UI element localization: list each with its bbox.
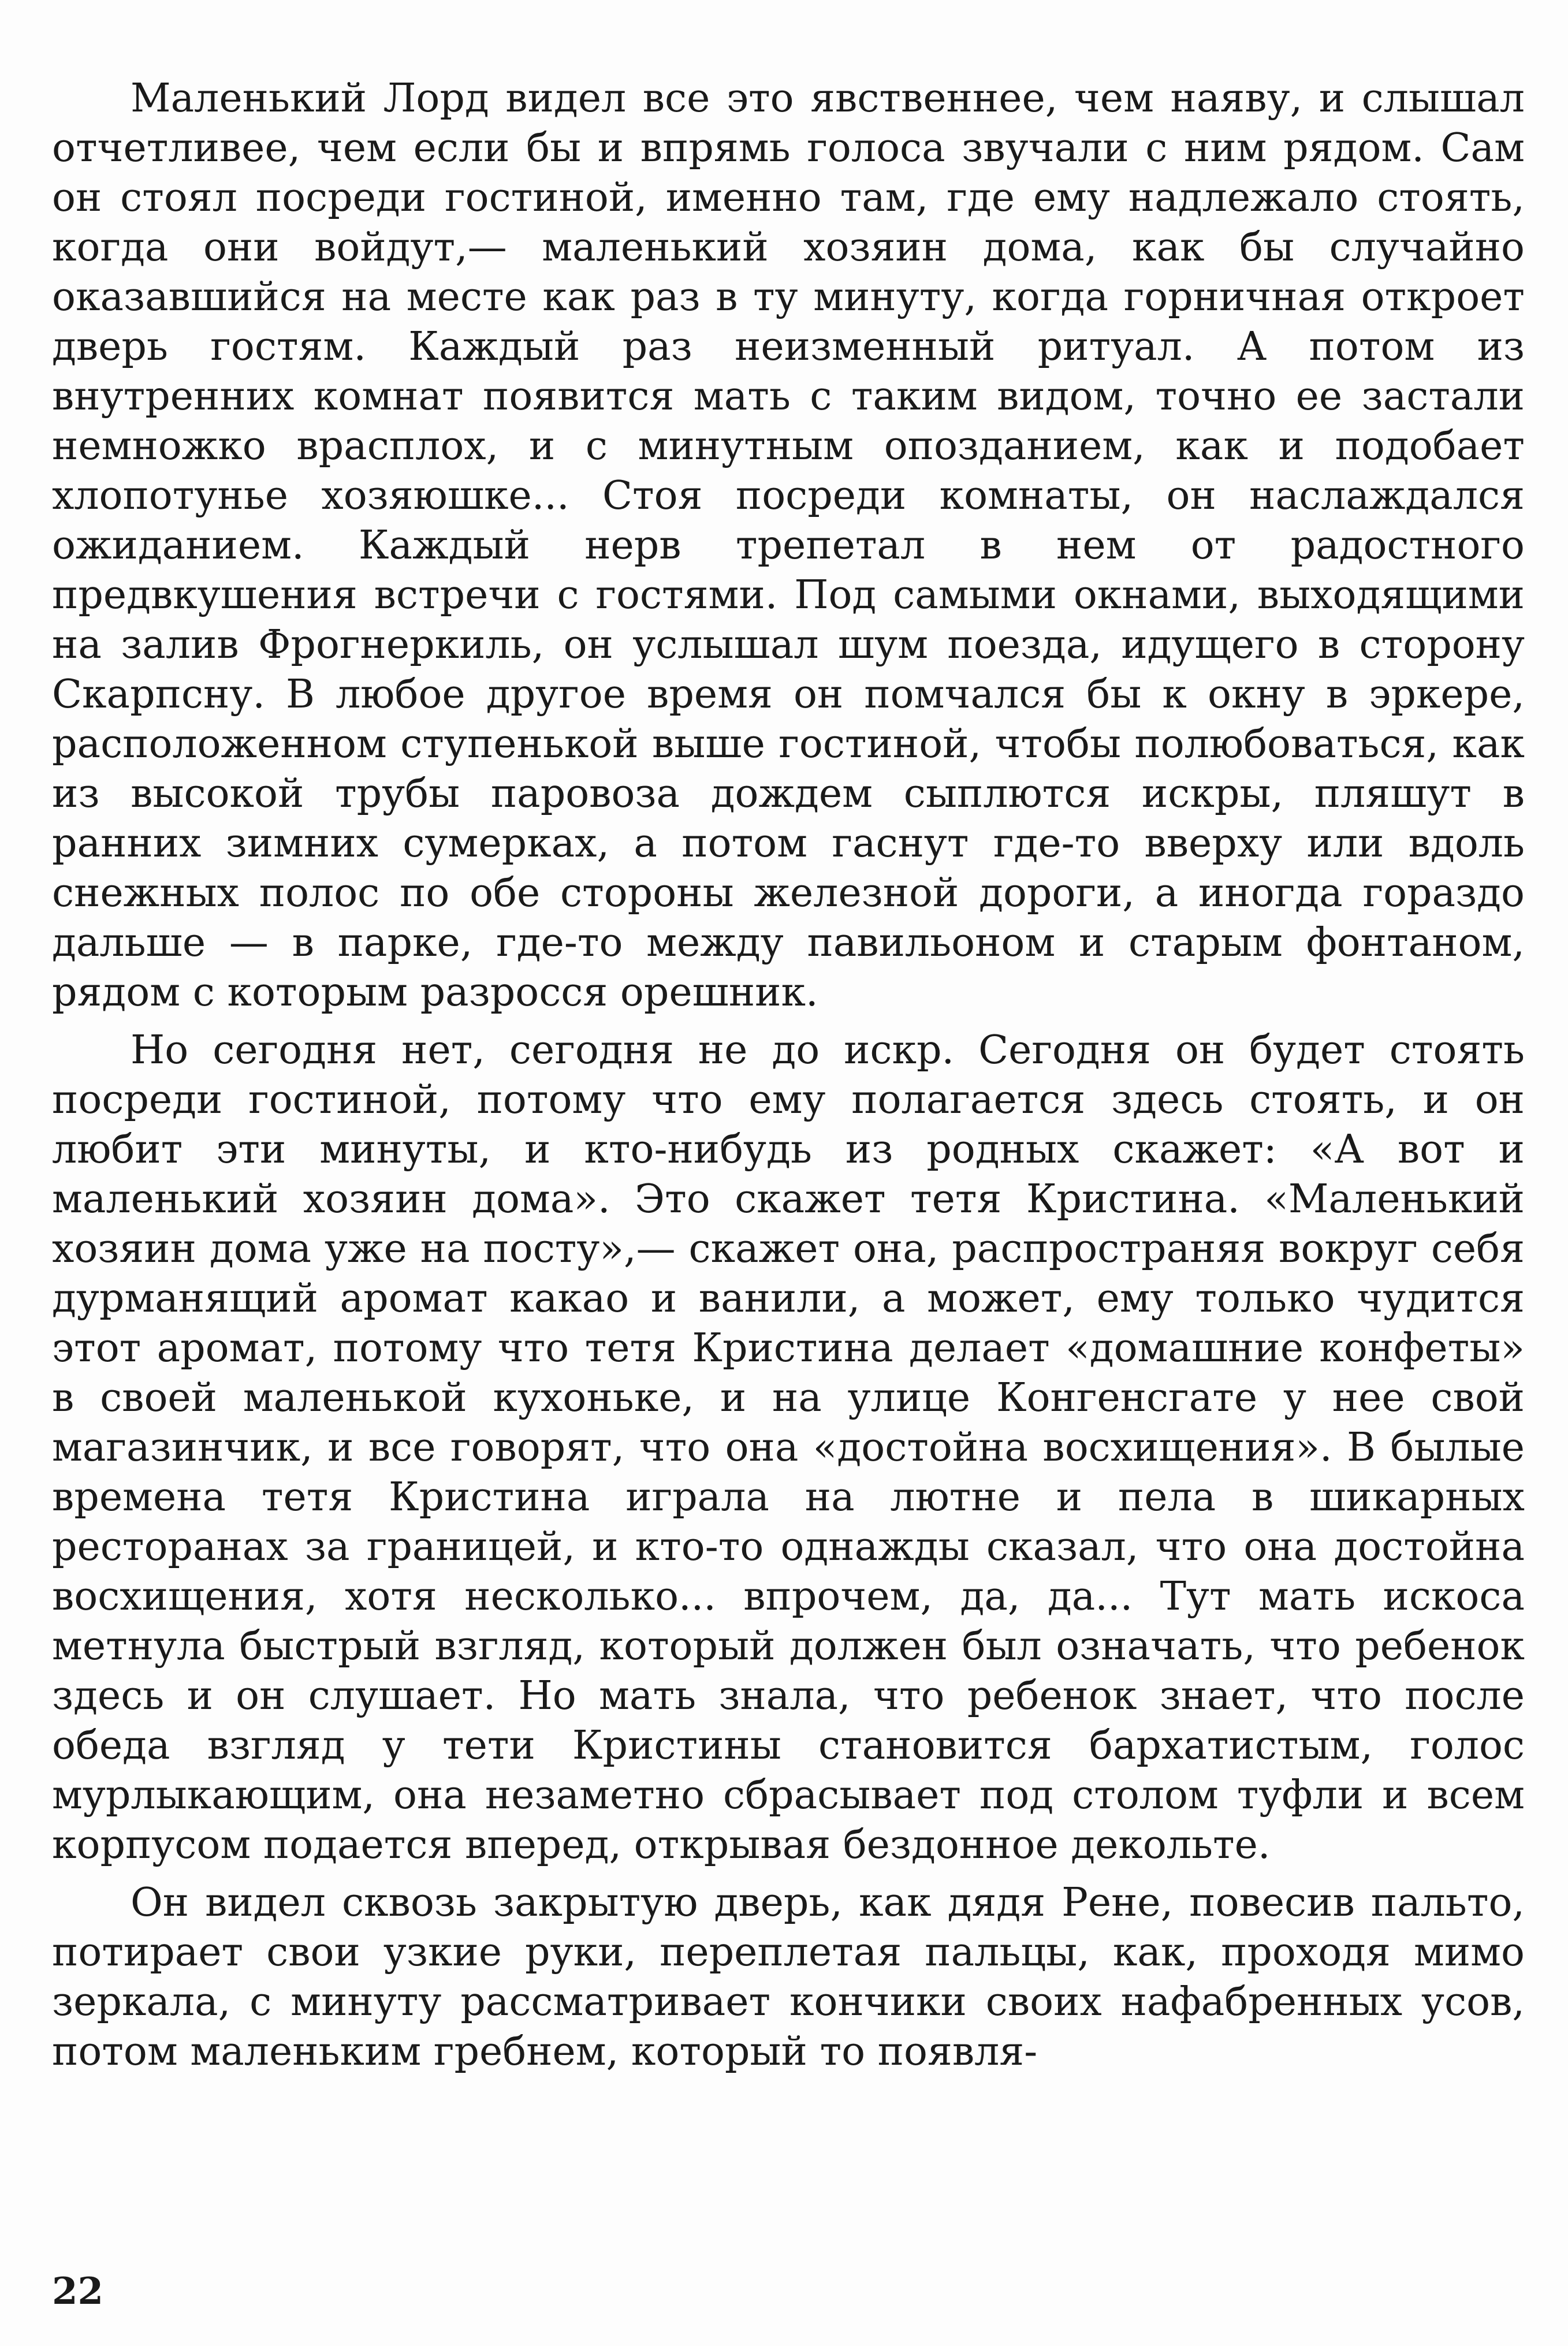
paragraph-2: Но сегодня нет, сегодня не до искр. Сегодня он будет стоять посреди гостиной, потому что ему полагается здесь стоять, и он любит эти минуты, и кто-нибудь из родных скажет: «А вот и маленький хозяин дома». Это скажет тетя Кристина. «Маленький хозяин дома уже на посту»,— скажет она, распространяя вокруг себя дурманящий аромат какао и ванили, а может, ему только чудится этот аромат, потому что тетя Кристина делает «домашние конфеты» в своей маленькой кухоньке, и на улице Конгенсгате у нее свой магазинчик, и все говорят, что она «достойна восхищения». В былые времена тетя Кристина играла на лютне и пела в шикарных ресторанах за границей, и кто-то однажды сказал, что она достойна восхищения, хотя несколько... впрочем, да, да... Тут мать искоса метнула быстрый взгляд, который должен был означать, что ребенок здесь и он слушает. Но мать знала, что ребенок знает, что после обеда взгляд у тети Кристины становится бархатистым, голос мурлыкающим, она незаметно сбрасывает под столом туфли и всем корпусом подается вперед, открывая бездонное декольте. bbox=[52, 1027, 1525, 1868]
body-text bbox=[52, 74, 1525, 2085]
paragraph-3: Он видел сквозь закрытую дверь, как дядя Рене, повесив пальто, потирает свои узкие руки, переплетая пальцы, как, проходя мимо зеркала, с минуту рассматривает кончики своих нафабренных усов, потом маленьким гребнем, который то появля- bbox=[52, 1880, 1525, 2075]
paragraph-1: Маленький Лорд видел все это явственнее, чем наяву, и слышал отчетливее, чем если бы и впрямь голоса звучали с ним рядом. Сам он стоял посреди гостиной, именно там, где ему надлежало стоять, когда они войдут,— маленький хозяин дома, как бы случайно оказавшийся на месте как раз в ту минуту, когда горничная откроет дверь гостям. Каждый раз неизменный ритуал. А потом из внутренних комнат появится мать с таким видом, точно ее застали немножко врасплох, и с минутным опозданием, как и подобает хлопотунье хозяюшке... Стоя посреди комнаты, он наслаждался ожиданием. Каждый нерв трепетал в нем от радостного предвкушения встречи с гостями. Под самыми окнами, выходящими на залив Фрогнеркиль, он услышал шум поезда, идущего в сторону Скарпсну. В любое другое время он помчался бы к окну в эркере, расположенном ступенькой выше гостиной, чтобы полюбоваться, как из высокой трубы паровоза дождем сыплются искры, пляшут в ранних зимних сумерках, а потом гаснут где-то вверху или вдоль снежных полос по обе стороны железной дороги, а иногда гораздо дальше — в парке, где-то между павильоном и старым фонтаном, рядом с которым разросся орешник. bbox=[52, 76, 1525, 1015]
page-number: 22 bbox=[52, 2270, 104, 2313]
